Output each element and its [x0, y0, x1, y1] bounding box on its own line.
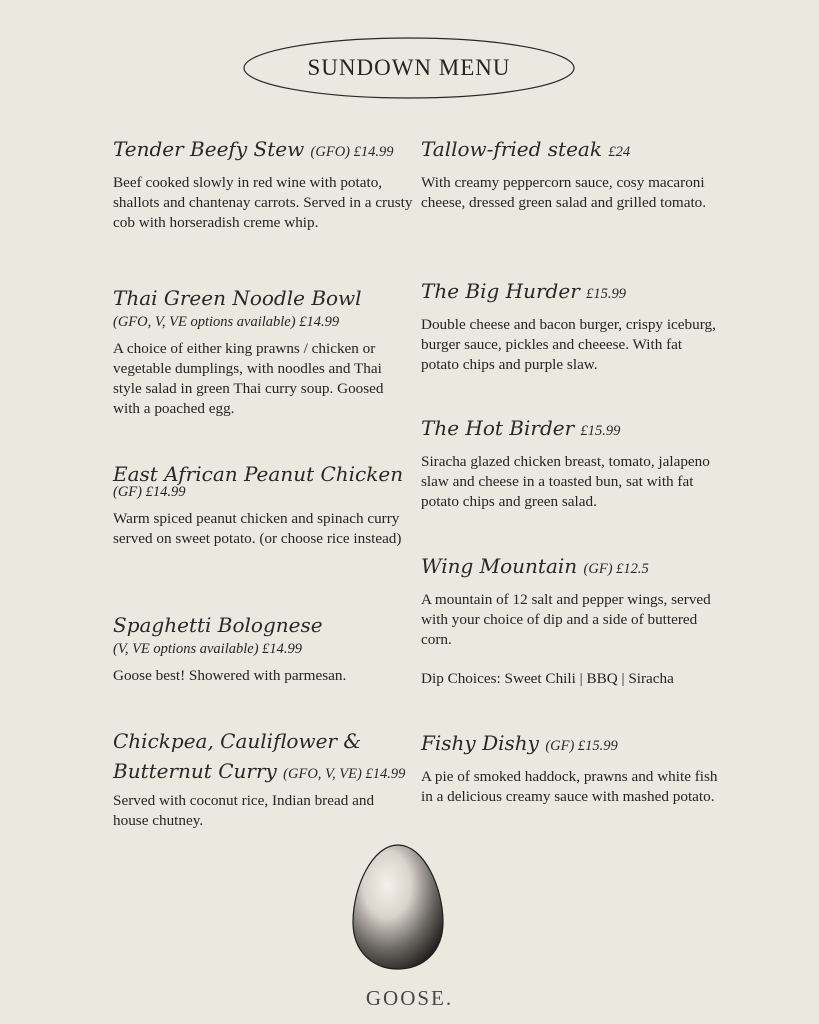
item-description: With creamy peppercorn sauce, cosy macaroni cheese, dressed green salad and grilled tomato. [421, 174, 707, 211]
item-name: The Big Hurder [421, 279, 580, 303]
item-price: (GFO, V, VE options available) £14.99 [113, 314, 340, 330]
egg-illustration [350, 842, 446, 972]
item-description: Goose best! Showered with parmesan. [113, 667, 347, 684]
item-name: Wing Mountain [421, 554, 578, 578]
item-price: (V, VE options available) £14.99 [113, 641, 303, 657]
item-price: (GFO) £14.99 [310, 144, 394, 160]
item-description: Double cheese and bacon burger, crispy iceburg, burger sauce, pickles and cheeese. With fat potato chips and purple slaw. [421, 316, 716, 373]
menu-item-fishy-dishy [421, 730, 721, 807]
menu-item-spaghetti-bolognese [113, 612, 413, 686]
menu-title-badge [242, 36, 576, 100]
item-description: Siracha glazed chicken breast, tomato, jalapeno slaw and cheese in a toasted bun, sat with fat potato chips and green salad. [421, 453, 710, 510]
item-description: A mountain of 12 salt and pepper wings, served with your choice of dip and a side of buttered corn. [421, 591, 711, 648]
brand-logo-text: GOOSE. [365, 986, 454, 1010]
menu-item-tallow-steak [421, 136, 721, 213]
menu-item-wing-mountain [421, 553, 721, 689]
item-name: Tender Beefy Stew [113, 137, 305, 161]
menu-item-big-hurder [421, 278, 721, 375]
item-price: £15.99 [586, 286, 626, 302]
menu-item-peanut-chicken [113, 461, 413, 549]
item-description: Beef cooked slowly in red wine with potato, shallots and chantenay carrots. Served in a crusty cob with horseradish creme whip. [113, 174, 413, 231]
item-name: Fishy Dishy [421, 731, 539, 755]
item-description: Served with coconut rice, Indian bread and house chutney. [113, 792, 375, 829]
menu-item-thai-noodle-bowl [113, 285, 413, 419]
item-name: East African Peanut Chicken [113, 462, 404, 486]
item-description: A pie of smoked haddock, prawns and white fish in a delicious creamy sauce with mashed potato. [421, 768, 718, 805]
item-price: (GF) £15.99 [545, 738, 618, 754]
item-name: Chickpea, Cauliflower & Butternut Curry [113, 729, 362, 783]
menu-title: SUNDOWN MENU [307, 55, 511, 80]
item-description: Warm spiced peanut chicken and spinach curry served on sweet potato. (or choose rice instead) [113, 510, 402, 547]
item-name: Tallow-fried steak [421, 137, 602, 161]
menu-item-hot-birder [421, 415, 721, 512]
item-description: A choice of either king prawns / chicken or vegetable dumplings, with noodles and Thai style salad in green Thai curry soup. Goosed with a poached egg. [113, 340, 384, 417]
item-price: £24 [608, 144, 631, 160]
item-price: £15.99 [580, 423, 621, 439]
menu-item-chickpea-curry [113, 726, 413, 831]
item-name: The Hot Birder [421, 416, 575, 440]
item-name: Spaghetti Bolognese [113, 613, 323, 637]
item-price: (GFO, V, VE) £14.99 [283, 766, 406, 782]
menu-item-beef-stew [113, 136, 413, 233]
dip-choices: Dip Choices: Sweet Chili | BBQ | Siracha [421, 670, 674, 687]
item-price: (GF) £12.5 [583, 561, 649, 577]
item-name: Thai Green Noodle Bowl [113, 286, 362, 310]
item-price: (GF) £14.99 [113, 484, 186, 500]
